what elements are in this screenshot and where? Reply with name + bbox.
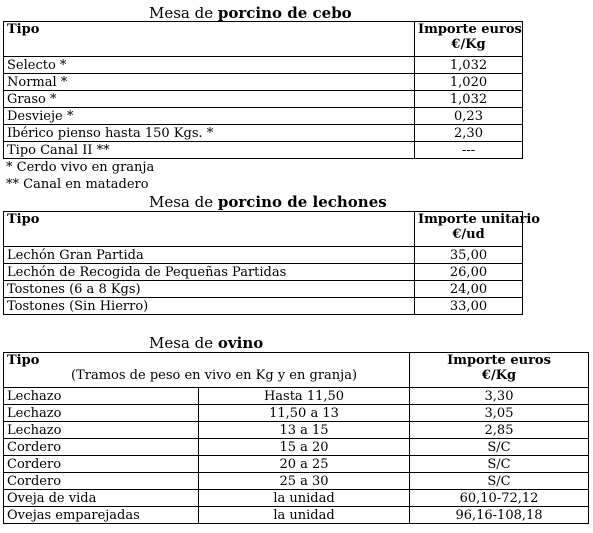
ovino-cell-tipo: Lechazo <box>4 422 199 439</box>
cebo-cell-tipo: Tipo Canal II ** <box>4 142 415 159</box>
ovino-cell-tipo: Cordero <box>4 473 199 490</box>
table-row <box>4 298 523 315</box>
table-row <box>4 507 589 524</box>
ovino-cell-tramo: Hasta 11,50 <box>199 388 410 405</box>
cebo-col-importe <box>415 22 523 57</box>
ovino-col-tipo <box>4 353 410 388</box>
cebo-title <box>149 4 352 22</box>
ovino-cell-tipo: Ovejas emparejadas <box>4 507 199 524</box>
table-row <box>4 125 523 142</box>
lechones-header-row <box>4 212 523 247</box>
ovino-col-tipo-label: Tipo <box>7 353 40 368</box>
ovino-cell-importe: 2,85 <box>410 422 589 439</box>
ovino-cell-importe: S/C <box>410 456 589 473</box>
cebo-cell-importe: --- <box>415 142 523 159</box>
table-row <box>4 91 523 108</box>
cebo-cell-importe: 1,020 <box>415 74 523 91</box>
table-row <box>4 473 589 490</box>
ovino-cell-tramo: la unidad <box>199 507 410 524</box>
cebo-cell-tipo: Normal * <box>4 74 415 91</box>
ovino-title-bold: ovino <box>217 334 264 352</box>
ovino-cell-importe: 3,30 <box>410 388 589 405</box>
table-row <box>4 247 523 264</box>
table-row <box>4 264 523 281</box>
cebo-cell-tipo: Ibérico pienso hasta 150 Kgs. * <box>4 125 415 142</box>
cebo-title-prefix: Mesa de <box>149 4 218 22</box>
ovino-cell-tramo: 11,50 a 13 <box>199 405 410 422</box>
ovino-cell-tramo: la unidad <box>199 490 410 507</box>
ovino-col-importe-line2: €/Kg <box>481 368 517 383</box>
cebo-cell-tipo: Desvieje * <box>4 108 415 125</box>
lechones-body <box>4 247 523 315</box>
ovino-cell-tipo: Cordero <box>4 439 199 456</box>
cebo-title-bold: porcino de cebo <box>217 4 352 22</box>
ovino-cell-tramo: 15 a 20 <box>199 439 410 456</box>
ovino-cell-importe: 60,10-72,12 <box>410 490 589 507</box>
lechones-cell-tipo: Tostones (6 a 8 Kgs) <box>4 281 415 298</box>
ovino-col-tramos: (Tramos de peso en vivo en Kg y en granja) <box>71 368 358 383</box>
ovino-table <box>3 352 589 524</box>
lechones-cell-importe: 33,00 <box>415 298 523 315</box>
ovino-cell-tipo: Oveja de vida <box>4 490 199 507</box>
ovino-col-importe <box>410 353 589 388</box>
ovino-cell-tipo: Cordero <box>4 456 199 473</box>
ovino-title <box>149 334 263 352</box>
cebo-note-1: * Cerdo vivo en granja <box>6 160 155 175</box>
cebo-cell-tipo: Graso * <box>4 91 415 108</box>
ovino-body <box>4 388 589 524</box>
ovino-cell-tramo: 20 a 25 <box>199 456 410 473</box>
table-row <box>4 439 589 456</box>
cebo-body <box>4 57 523 159</box>
ovino-cell-tipo: Lechazo <box>4 405 199 422</box>
ovino-title-prefix: Mesa de <box>149 334 218 352</box>
lechones-cell-tipo: Lechón Gran Partida <box>4 247 415 264</box>
cebo-table <box>3 21 523 159</box>
ovino-cell-tramo: 25 a 30 <box>199 473 410 490</box>
cebo-cell-importe: 1,032 <box>415 91 523 108</box>
ovino-cell-importe: S/C <box>410 473 589 490</box>
table-row <box>4 108 523 125</box>
cebo-col-tipo: Tipo <box>4 22 415 57</box>
lechones-col-importe-line1: Importe unitario <box>418 212 540 227</box>
cebo-header-row <box>4 22 523 57</box>
lechones-cell-importe: 26,00 <box>415 264 523 281</box>
ovino-cell-importe: 3,05 <box>410 405 589 422</box>
lechones-col-importe-line2: €/ud <box>452 227 485 242</box>
table-row <box>4 74 523 91</box>
table-row <box>4 57 523 74</box>
table-row <box>4 405 589 422</box>
ovino-cell-tramo: 13 a 15 <box>199 422 410 439</box>
ovino-cell-importe: S/C <box>410 439 589 456</box>
lechones-cell-importe: 24,00 <box>415 281 523 298</box>
lechones-title-bold: porcino de lechones <box>217 193 387 211</box>
cebo-col-importe-line1: Importe euros <box>418 22 522 37</box>
cebo-cell-importe: 0,23 <box>415 108 523 125</box>
cebo-note-2: ** Canal en matadero <box>6 177 149 192</box>
table-row <box>4 422 589 439</box>
lechones-cell-importe: 35,00 <box>415 247 523 264</box>
table-row <box>4 142 523 159</box>
cebo-cell-importe: 1,032 <box>415 57 523 74</box>
lechones-cell-tipo: Tostones (Sin Hierro) <box>4 298 415 315</box>
ovino-col-importe-line1: Importe euros <box>447 353 551 368</box>
table-row <box>4 388 589 405</box>
lechones-col-importe <box>415 212 540 247</box>
cebo-col-importe-line2: €/Kg <box>451 37 486 52</box>
cebo-cell-importe: 2,30 <box>415 125 523 142</box>
lechones-title-prefix: Mesa de <box>149 193 218 211</box>
cebo-cell-tipo: Selecto * <box>4 57 415 74</box>
lechones-title <box>149 193 387 211</box>
lechones-table <box>3 211 540 315</box>
ovino-cell-tipo: Lechazo <box>4 388 199 405</box>
table-row <box>4 456 589 473</box>
table-row <box>4 490 589 507</box>
ovino-cell-importe: 96,16-108,18 <box>410 507 589 524</box>
table-row <box>4 281 523 298</box>
lechones-col-tipo: Tipo <box>4 212 415 247</box>
lechones-cell-tipo: Lechón de Recogida de Pequeñas Partidas <box>4 264 415 281</box>
ovino-header-row <box>4 353 589 388</box>
